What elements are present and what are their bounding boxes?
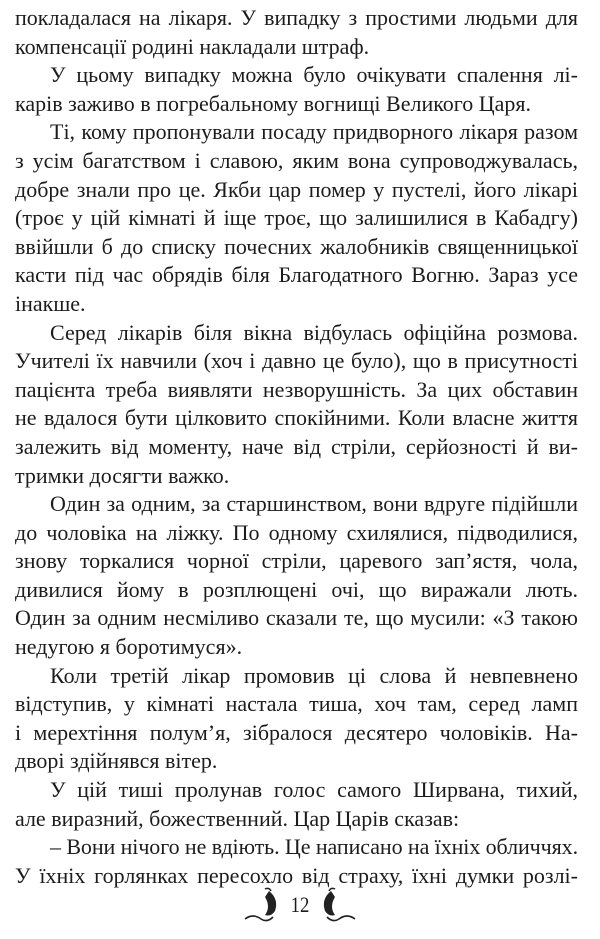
text-line: касти під час обрядів біля Благодатного Вогню. Зараз усе (15, 262, 578, 288)
page-footer (0, 880, 600, 930)
text-line: компенсації родині накладали штраф. (15, 33, 370, 59)
text-line: (троє у цій кімнаті й іще троє, що залишилися в Кабадгу) (15, 205, 578, 231)
text-line: дивилися йому в розплющені очі, що виражали лють. (15, 576, 578, 602)
text-line: Ті, кому пропонували посаду придворного лікаря разом (50, 119, 578, 145)
text-line: інакше. (15, 290, 86, 316)
text-line: з усім багатством і славою, яким вона супроводжувалась, (15, 147, 578, 173)
text-line: покладалася на лікаря. У випадку з простими людьми для (15, 5, 578, 30)
text-line: У цьому випадку можна було очікувати спалення лі- (50, 62, 578, 88)
text-line: Серед лікарів біля вікна відбулась офіційна розмова. (50, 319, 578, 345)
text-line: залежить від моменту, наче від стріли, серйозності й ви- (15, 433, 578, 459)
right-ornament-icon (317, 885, 357, 925)
text-line: недугою я боротимуся». (15, 634, 243, 660)
text-line: не вдалося бути цілковито спокійними. Коли власне життя (15, 405, 578, 431)
text-line: У їхніх горлянках пересохло від страху, їхні думки розлі- (15, 862, 578, 888)
text-line: – Вони нічого не вдіють. Це написано на їхніх обличчях. (50, 834, 578, 860)
text-line: добре знали про це. Якби цар помер у пустелі, його лікарі (15, 176, 578, 202)
text-line: карів заживо в погребальному вогнищі Великого Царя. (15, 90, 532, 116)
text-line: пацієнта треба виявляти незворушність. За цих обставин (15, 376, 578, 402)
text-line: до чоловіка на ліжку. По одному схилялися, підводилися, (15, 519, 578, 545)
text-line: але виразний, божественний. Цар Царів сказав: (15, 805, 460, 831)
text-line: Учителі їх навчили (хоч і давно це було), що в присутності (15, 348, 578, 374)
text-line: тримки досягти важко. (15, 462, 230, 488)
left-ornament-icon (243, 885, 283, 925)
text-line: дворі здійнявся вітер. (15, 748, 218, 774)
text-line: відступив, у кімнаті настала тиша, хоч там, серед ламп (15, 691, 578, 717)
text-line: Коли третій лікар промовив ці слова й невпевнено (50, 662, 578, 688)
text-line: Один за одним, за старшинством, вони вдруге підійшли (50, 491, 578, 517)
text-line: знову торкалися чорної стріли, царевого зап’ястя, чола, (15, 548, 578, 574)
text-line: Один за одним несміливо сказали те, що мусили: «З такою (15, 605, 578, 631)
text-line: У цій тиші пролунав голос самого Ширвана, тихий, (50, 777, 578, 803)
text-line: і мерехтіння полум’я, зібралося десятеро чоловіків. На- (15, 719, 578, 745)
page-body-text (15, 4, 578, 890)
text-line: ввійшли б до списку почесних жалобників священницької (15, 233, 578, 259)
page-number: 12 (290, 892, 310, 917)
